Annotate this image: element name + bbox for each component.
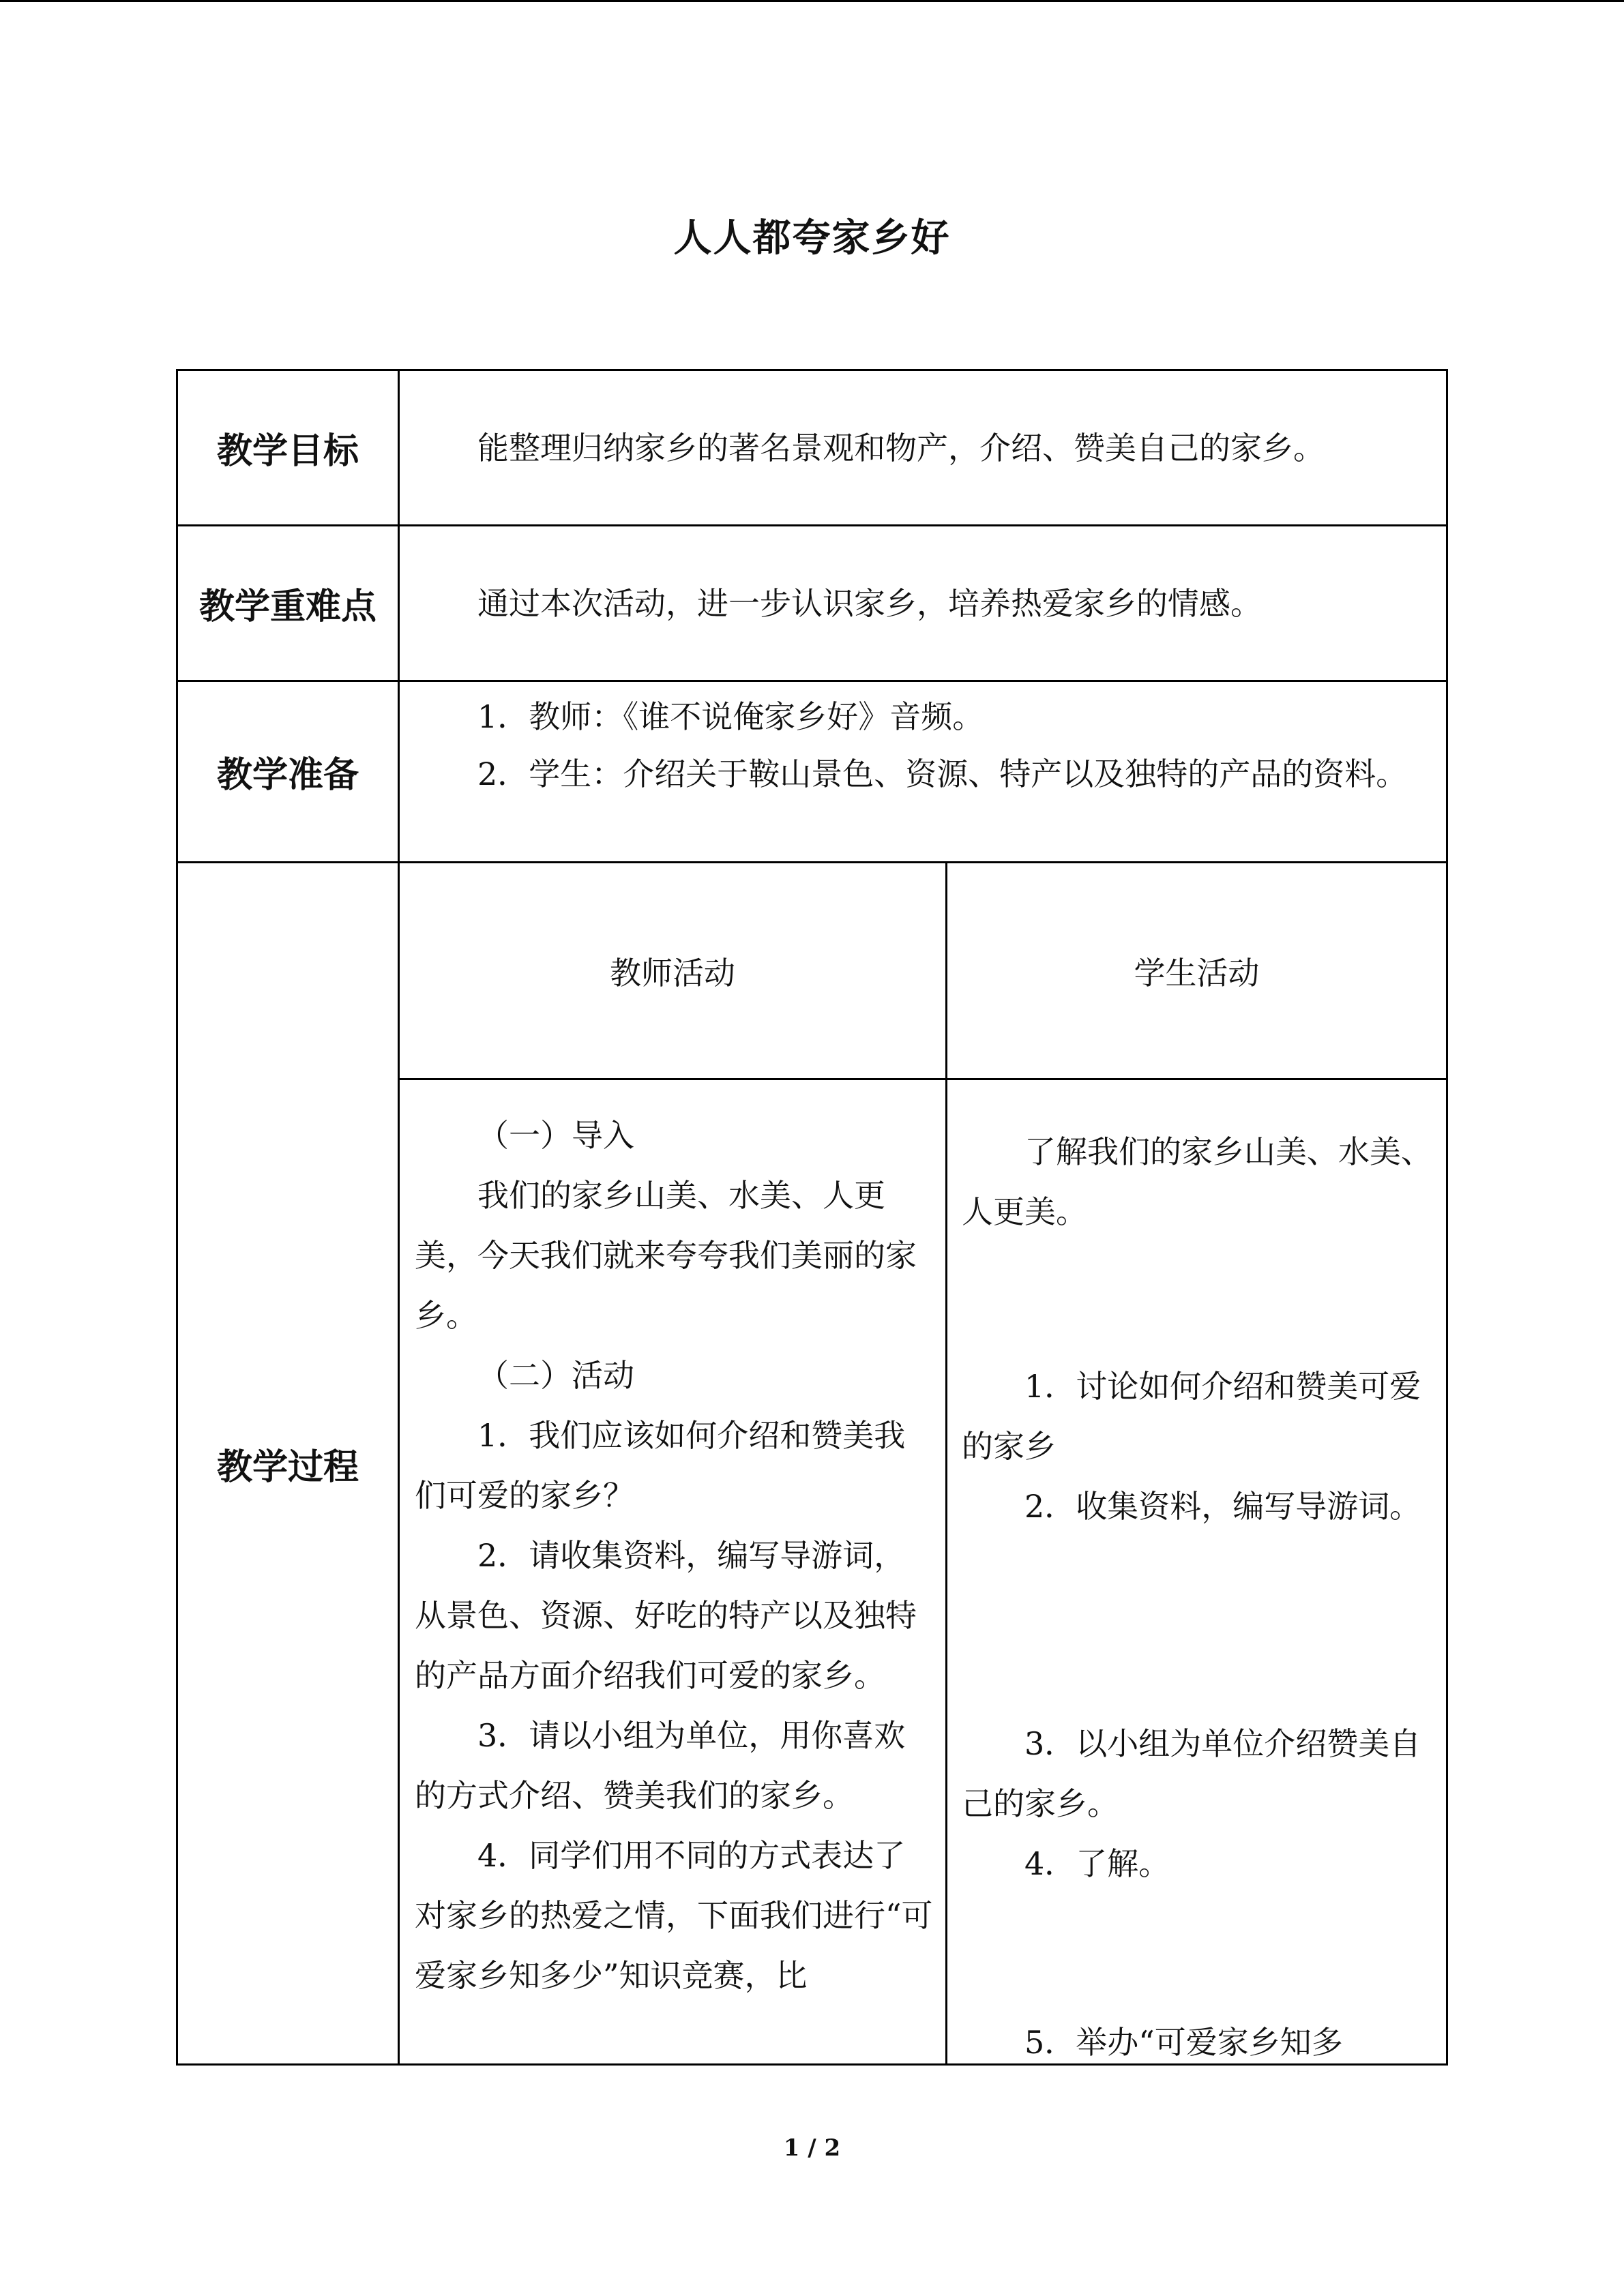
teacher-line: 2．请收集资料，编写导游词，从景色、资源、好吃的特产以及独特的产品方面介绍我们可爱的家乡。 bbox=[415, 1537, 917, 1694]
student-line: 2．收集资料，编写导游词。 bbox=[1024, 1488, 1421, 1525]
process-header-divider bbox=[398, 1078, 1448, 1080]
goal-text: 能整理归纳家乡的著名景观和物产，介绍、赞美自己的家乡。 bbox=[477, 429, 1325, 466]
student-line: 1．讨论如何介绍和赞美可爱的家乡 bbox=[962, 1368, 1421, 1465]
student-activity-cell bbox=[962, 1122, 1439, 2063]
preparation-item: 1．教师：《谁不说俺家乡好》音频。 bbox=[477, 698, 984, 735]
student-activity-header: 学生活动 bbox=[1134, 954, 1260, 992]
teacher-line: 1．我们应该如何介绍和赞美我们可爱的家乡？ bbox=[415, 1417, 906, 1514]
preparation-cell bbox=[415, 688, 1431, 803]
process-label: 教学过程 bbox=[216, 1446, 359, 1488]
teacher-line: （二）活动 bbox=[477, 1357, 634, 1394]
student-line: 了解我们的家乡山美、水美、人更美。 bbox=[962, 1133, 1432, 1230]
page-number: 1 / 2 bbox=[783, 2134, 841, 2162]
student-line: 4．了解。 bbox=[1024, 1845, 1170, 1882]
teacher-line: （一）导入 bbox=[477, 1117, 634, 1154]
preparation-item: 2．学生：介绍关于鞍山景色、资源、特产以及独特的产品的资料。 bbox=[477, 756, 1408, 792]
key-points-text: 通过本次活动，进一步认识家乡，培养热爱家乡的情感。 bbox=[477, 584, 1262, 622]
label-column-divider bbox=[398, 369, 400, 2066]
teacher-activity-cell bbox=[415, 1105, 933, 2006]
goal-cell bbox=[415, 371, 1431, 524]
key-points-cell bbox=[415, 526, 1431, 680]
teacher-line: 我们的家乡山美、水美、人更美，今天我们就来夸夸我们美丽的家乡。 bbox=[415, 1177, 917, 1334]
preparation-label: 教学准备 bbox=[216, 754, 359, 796]
student-line: 5．举办“可爱家乡知多 bbox=[1024, 2024, 1343, 2061]
document-title: 人人都夸家乡好 bbox=[673, 215, 951, 260]
lesson-plan-table bbox=[176, 369, 1448, 2066]
teacher-line: 3．请以小组为单位，用你喜欢的方式介绍、赞美我们的家乡。 bbox=[415, 1717, 906, 1814]
top-border-rule bbox=[0, 0, 1624, 2]
table-border-right bbox=[1446, 369, 1448, 2066]
key-points-label: 教学重难点 bbox=[198, 586, 377, 627]
student-line: 3．以小组为单位介绍赞美自己的家乡。 bbox=[962, 1725, 1421, 1822]
teacher-activity-header: 教师活动 bbox=[610, 954, 735, 992]
teacher-line: 4．同学们用不同的方式表达了对家乡的热爱之情，下面我们进行“可爱家乡知多少”知识竞赛，比 bbox=[415, 1837, 933, 1994]
goal-label: 教学目标 bbox=[216, 430, 359, 472]
